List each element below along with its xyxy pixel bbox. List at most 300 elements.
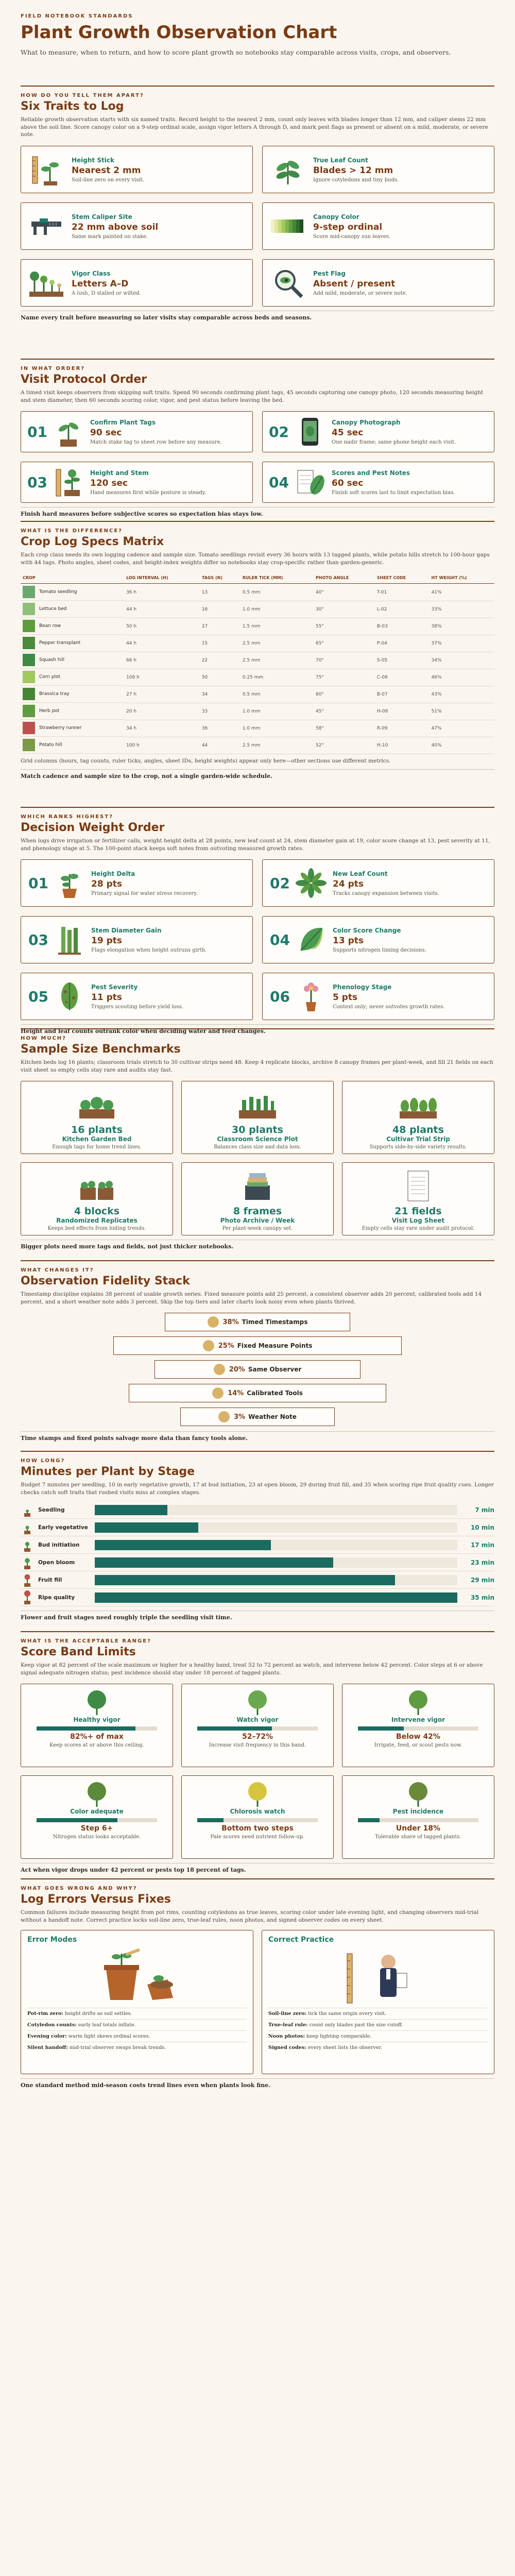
sample-value: 8 frames	[233, 1206, 282, 1217]
crop-thumbnail-icon	[23, 654, 35, 666]
table-cell: 13	[200, 584, 241, 601]
trait-card	[262, 146, 494, 193]
trait-value: Letters A–D	[72, 278, 129, 289]
item-key: Soil-line zero:	[268, 2011, 307, 2017]
decision-number: 04	[270, 931, 290, 948]
crop-thumbnail-icon	[23, 722, 35, 734]
step-note: Match stake tag to sheet row before any measure.	[90, 439, 222, 445]
table-row	[21, 737, 494, 754]
sample-value: 30 plants	[232, 1124, 283, 1136]
error-list	[27, 2008, 247, 2053]
band-value: 52–72%	[242, 1733, 273, 1741]
band-meter-fill	[358, 1818, 380, 1822]
crop-thumbnail-icon	[23, 586, 35, 598]
band-note: Keep scores at or above this ceiling.	[49, 1742, 144, 1749]
crop-cell	[21, 652, 124, 669]
crop-thumbnail-icon	[23, 671, 35, 683]
trait-note: Same mark painted on stake.	[72, 233, 148, 240]
table-cell: 50	[200, 669, 241, 686]
classroom-plot-icon	[237, 1087, 278, 1123]
bands-eyebrow: WHAT IS THE ACCEPTABLE RANGE?	[21, 1638, 151, 1644]
observer-ruler-icon	[327, 1948, 430, 2005]
table-header: CROP	[21, 572, 124, 584]
bar-label: Fruit fill	[38, 1577, 62, 1583]
fidelity-intro: Timestamp discipline explains 38 percent of usable growth series. Fixed measure points add 25 percent, a consistent observer adds 20 percent, calibrated tools add 14 percent, and a short weather note adds 3 percent. Skip the top tiers and later charts look noisy even when plants thrived.	[21, 1291, 482, 1305]
crop-thumbnail-icon	[23, 620, 35, 632]
item-key: Noon photos:	[268, 2033, 305, 2040]
crop-thumbnail-icon	[23, 603, 35, 615]
table-cell: 65°	[314, 635, 375, 652]
step-title: Confirm Plant Tags	[90, 418, 156, 426]
table-cell: 34 h	[124, 720, 200, 737]
item-text: early leaf totals inflate.	[78, 2022, 136, 2028]
sample-title: Visit Log Sheet	[391, 1217, 445, 1225]
table-cell: 0.5 mm	[241, 686, 314, 703]
decision-value: 5 pts	[333, 992, 358, 1003]
sample-title: Kitchen Garden Bed	[62, 1136, 132, 1143]
sample-title: Classroom Science Plot	[217, 1136, 298, 1143]
trait-value: Nearest 2 mm	[72, 165, 141, 176]
stage-plant-icon	[21, 1573, 34, 1587]
specs-title: Crop Log Specs Matrix	[21, 535, 164, 548]
bar-row	[21, 1536, 494, 1554]
sample-title: Photo Archive / Week	[220, 1217, 295, 1225]
sample-value: 21 fields	[394, 1206, 442, 1217]
sample-note: Enough tags for home trend lines.	[52, 1144, 142, 1150]
table-cell: 66 h	[124, 652, 200, 669]
traits-intro: Reliable growth observation starts with six named traits. Record height to the nearest 2 mm, count only leaves with blades longer than 12 mm, and caliper stems 22 mm above the soil line. Score canopy color on a 9-step ordinal scale, assign vigor letters A through D, and mark pest flags as present or absent on a mild, moderate, or severe note.	[21, 116, 488, 138]
crop-cell	[21, 601, 124, 618]
protocol-step	[21, 411, 253, 452]
broken-pot-icon	[85, 1948, 188, 2005]
decision-title: Color Score Change	[333, 926, 401, 934]
band-plant-icon	[242, 1780, 273, 1808]
samples-takeaway: Bigger plots need more tags and fields, not just thicker notebooks.	[21, 1240, 494, 1250]
minutes-intro: Budget 7 minutes per seedling, 10 in early vegetative growth, 17 at bud initiation, 23 at open bloom, 29 during fruit fill, and 35 when scoring ripe fruit quality cues. Longer checks catch soft traits that rushed visits miss at complex stages.	[21, 1482, 494, 1496]
fidelity-takeaway: Time stamps and fixed points salvage more data than fancy tools alone.	[21, 1431, 494, 1442]
sample-card	[342, 1162, 494, 1235]
table-cell: 51%	[430, 703, 494, 720]
list-item	[268, 2030, 488, 2042]
band-meter	[37, 1818, 157, 1822]
bar-label: Ripe quality	[38, 1594, 75, 1601]
item-key: Cotyledon counts:	[27, 2022, 77, 2028]
potted-plant-icon	[54, 867, 85, 899]
protocol-section	[21, 360, 494, 517]
band-value: Step 6+	[80, 1824, 113, 1833]
decision-title: Decision Weight Order	[21, 821, 165, 834]
decision-number: 02	[270, 874, 290, 892]
table-cell: R-09	[375, 720, 430, 737]
band-meter-fill	[358, 1726, 404, 1731]
samples-title: Sample Size Benchmarks	[21, 1043, 181, 1056]
traits-grid	[21, 146, 494, 307]
crop-thumbnail-icon	[23, 705, 35, 717]
trait-note: Soil-line zero on every visit.	[72, 177, 144, 183]
trait-value: Absent / present	[313, 278, 396, 289]
table-cell: 41%	[430, 584, 494, 601]
table-cell: H-10	[375, 737, 430, 754]
table-cell: 47%	[430, 720, 494, 737]
bar-track	[95, 1575, 457, 1585]
decision-note: Tracks canopy expansion between visits.	[333, 890, 439, 896]
minutes-takeaway: Flower and fruit stages need roughly triple the seedling visit time.	[21, 1611, 494, 1621]
crop-name: Herb pot	[39, 708, 60, 714]
band-meter-fill	[37, 1818, 117, 1822]
band-meter-fill	[37, 1726, 135, 1731]
step-number: 02	[269, 423, 289, 440]
table-cell: 37%	[430, 635, 494, 652]
table-cell: 1.0 mm	[241, 703, 314, 720]
table-cell: S-05	[375, 652, 430, 669]
crop-cell	[21, 635, 124, 652]
band-title: Chlorosis watch	[230, 1808, 285, 1816]
traits-section	[21, 87, 494, 354]
minutes-eyebrow: HOW LONG?	[21, 1458, 65, 1464]
decision-eyebrow: WHICH RANKS HIGHEST?	[21, 814, 113, 820]
table-cell: 27 h	[124, 686, 200, 703]
trait-note: Add mild, moderate, or severe note.	[313, 290, 407, 296]
table-cell: 75°	[314, 669, 375, 686]
list-item	[268, 2008, 488, 2019]
bar-track	[95, 1540, 457, 1550]
table-row	[21, 669, 494, 686]
bar-row	[21, 1519, 494, 1536]
decision-takeaway: Height and leaf counts outrank color when deciding water and feed changes.	[21, 1024, 494, 1035]
step-value: 45 sec	[332, 427, 364, 438]
list-item	[27, 2008, 247, 2019]
minutes-bar-chart	[21, 1501, 494, 1606]
table-cell: 58°	[314, 720, 375, 737]
decision-note: Supports nitrogen timing decisions.	[333, 947, 426, 953]
correct-list	[268, 2008, 488, 2053]
band-card	[342, 1775, 494, 1859]
table-cell: C-06	[375, 669, 430, 686]
table-header: PHOTO ANGLE	[314, 572, 375, 584]
table-cell: 70°	[314, 652, 375, 669]
fidelity-tier	[113, 1336, 402, 1355]
sample-card	[181, 1162, 334, 1235]
trial-strip-icon	[398, 1087, 439, 1123]
step-note: Finish soft scores last to limit expectation bias.	[332, 489, 455, 496]
table-cell: 44 h	[124, 601, 200, 618]
decision-number: 03	[28, 931, 48, 948]
fixes-intro: Common failures include measuring height from pot rims, counting cotyledons as true leaves, scoring color under late evening light, and changing observers mid-trial without a handoff note. Correct practice locks soil-line zero, true-leaf rules, noon photos, and signed observer codes on every sheet.	[21, 1909, 479, 1923]
table-cell: 55°	[314, 618, 375, 635]
decision-card	[262, 916, 494, 963]
step-title: Height and Stem	[90, 469, 149, 477]
table-cell: 0.5 mm	[241, 584, 314, 601]
hero-eyebrow: FIELD NOTEBOOK STANDARDS	[21, 13, 133, 19]
item-text: height drifts as soil settles.	[64, 2011, 132, 2017]
crop-name: Strawberry runner	[39, 725, 82, 731]
item-key: Silent handoff:	[27, 2045, 68, 2051]
bar-label: Seedling	[38, 1506, 65, 1513]
correct-practice-panel	[262, 1930, 494, 2074]
sample-value: 48 plants	[392, 1124, 444, 1136]
bar-value: 7 min	[475, 1506, 494, 1514]
specs-table	[21, 572, 494, 754]
trait-card	[21, 202, 253, 250]
table-cell: 34%	[430, 652, 494, 669]
specs-intro: Each crop class needs its own logging cadence and sample size. Tomato seedlings revisit every 36 hours with 13 tagged plants, while potato hills stretch to 100-hour gaps with 44 tags. Photo angles, sheet codes, and height-index weights differ so notebooks stay crop-specific rather than garden-generic.	[21, 552, 490, 566]
bar-value: 23 min	[470, 1558, 494, 1566]
sample-title: Cultivar Trial Strip	[386, 1136, 450, 1143]
crop-name: Corn plot	[39, 674, 61, 680]
fidelity-tier	[165, 1313, 350, 1331]
decision-card	[262, 859, 494, 907]
table-cell: P-04	[375, 635, 430, 652]
decision-note: Context only; never outvotes growth rates.	[333, 1004, 445, 1010]
trait-title: True Leaf Count	[313, 156, 368, 164]
protocol-eyebrow: IN WHAT ORDER?	[21, 366, 85, 371]
flower-stage-icon	[296, 980, 327, 1012]
tier-percent: 38%	[222, 1318, 239, 1326]
step-number: 01	[27, 423, 47, 440]
crop-cell	[21, 720, 124, 737]
sample-card	[181, 1081, 334, 1154]
log-sheet-icon	[398, 1168, 439, 1204]
step-title: Scores and Pest Notes	[332, 469, 410, 477]
band-plant-icon	[403, 1780, 434, 1808]
tier-icon	[212, 1387, 224, 1399]
tier-label: Weather Note	[248, 1413, 297, 1421]
sample-title: Randomized Replicates	[56, 1217, 138, 1225]
correct-practice-title: Correct Practice	[268, 1936, 334, 1944]
table-cell: 44 h	[124, 635, 200, 652]
crop-thumbnail-icon	[23, 637, 35, 649]
traits-eyebrow: HOW DO YOU TELL THEM APART?	[21, 93, 144, 98]
band-meter	[197, 1726, 318, 1731]
trait-note: A lush, D stalled or wilted.	[72, 290, 141, 296]
trait-value: Blades > 12 mm	[313, 165, 393, 176]
table-cell: 43%	[430, 686, 494, 703]
sample-note: Per plant-week canopy set.	[222, 1226, 293, 1232]
stage-plant-icon	[21, 1520, 34, 1535]
item-text: count only blades past the size cutoff.	[309, 2022, 403, 2028]
crop-cell	[21, 618, 124, 635]
table-row	[21, 618, 494, 635]
item-text: every sheet lists the observer.	[307, 2045, 382, 2051]
item-text: mid-trial observer swaps break trends.	[70, 2045, 166, 2051]
table-cell: 36	[200, 720, 241, 737]
protocol-step	[262, 462, 494, 503]
table-cell: 34	[200, 686, 241, 703]
bands-title: Score Band Limits	[21, 1646, 136, 1658]
crop-thumbnail-icon	[23, 688, 35, 700]
tier-icon	[214, 1364, 225, 1375]
tier-label: Calibrated Tools	[247, 1389, 303, 1397]
stage-plant-icon	[21, 1538, 34, 1552]
table-row	[21, 703, 494, 720]
traits-takeaway: Name every trait before measuring so later visits stay comparable across beds and seasons.	[21, 311, 494, 321]
decision-value: 11 pts	[91, 992, 122, 1003]
table-cell: 52°	[314, 737, 375, 754]
table-row	[21, 720, 494, 737]
page-title: Plant Growth Observation Chart	[21, 22, 337, 43]
decision-title: Height Delta	[91, 870, 135, 877]
table-row	[21, 635, 494, 652]
samples-section	[21, 1029, 494, 1256]
bar-label: Bud initiation	[38, 1541, 80, 1548]
decision-section	[21, 808, 494, 1035]
decision-note: Primary signal for water stress recovery.	[91, 890, 198, 896]
table-header: HT WEIGHT (%)	[430, 572, 494, 584]
sample-card	[21, 1081, 173, 1154]
table-cell: 1.0 mm	[241, 601, 314, 618]
band-plant-icon	[81, 1688, 112, 1716]
item-key: Signed codes:	[268, 2045, 306, 2051]
fidelity-tier	[154, 1360, 360, 1379]
tier-percent: 25%	[218, 1342, 234, 1350]
crop-cell	[21, 737, 124, 754]
trait-card	[262, 259, 494, 307]
table-cell: B-07	[375, 686, 430, 703]
leaf-notes-icon	[295, 466, 325, 498]
minutes-title: Minutes per Plant by Stage	[21, 1465, 195, 1478]
bar-value: 17 min	[470, 1541, 494, 1549]
sample-value: 16 plants	[71, 1124, 123, 1136]
fidelity-stack	[21, 1313, 494, 1426]
item-key: True-leaf rule:	[268, 2022, 308, 2028]
band-value: Under 18%	[396, 1824, 441, 1833]
fidelity-title: Observation Fidelity Stack	[21, 1275, 190, 1287]
table-header: RULER TICK (MM)	[241, 572, 314, 584]
band-card	[181, 1684, 334, 1767]
sample-card	[342, 1081, 494, 1154]
bar-value: 29 min	[470, 1576, 494, 1584]
fidelity-tier	[180, 1408, 335, 1426]
crop-name: Bean row	[39, 623, 61, 629]
decision-number: 01	[28, 874, 48, 892]
band-plant-icon	[81, 1780, 112, 1808]
fixes-eyebrow: WHAT GOES WRONG AND WHY?	[21, 1886, 138, 1891]
crop-name: Pepper transplant	[39, 640, 81, 646]
band-meter-fill	[197, 1818, 224, 1822]
replicate-blocks-icon	[76, 1168, 117, 1204]
sample-value: 4 blocks	[74, 1206, 120, 1217]
bands-grid	[21, 1684, 494, 1859]
fidelity-section	[21, 1261, 494, 1447]
band-note: Irrigate, feed, or scout pests now.	[374, 1742, 462, 1749]
trait-title: Pest Flag	[313, 269, 346, 277]
decision-note: Triggers scouting before yield loss.	[91, 1004, 184, 1010]
table-cell: 2.5 mm	[241, 652, 314, 669]
table-cell: H-08	[375, 703, 430, 720]
tier-label: Same Observer	[248, 1366, 302, 1374]
crop-cell	[21, 584, 124, 601]
caliper-icon	[28, 208, 64, 244]
rosette-leaves-icon	[296, 867, 327, 899]
bar-track	[95, 1592, 457, 1603]
table-cell: 50 h	[124, 618, 200, 635]
decision-grid	[21, 859, 494, 1020]
table-cell: 0.25 mm	[241, 669, 314, 686]
trait-title: Canopy Color	[313, 213, 359, 221]
stage-plant-icon	[21, 1503, 34, 1517]
table-cell: 60°	[314, 686, 375, 703]
table-cell: 16	[200, 601, 241, 618]
trait-card	[21, 259, 253, 307]
band-value: Below 42%	[396, 1733, 440, 1741]
decision-intro: When logs drive irrigation or fertilizer calls, weight height delta at 28 points, new leaf count at 24, stem diameter gain at 19, color score change at 13, pest severity at 11, and phenology stage at 5. The 100-point stack keeps soft notes from outvoting measured growth rates.	[21, 838, 490, 852]
bar-value: 35 min	[470, 1594, 494, 1601]
tier-percent: 3%	[234, 1413, 246, 1421]
error-modes-panel	[21, 1930, 253, 2074]
bar-track	[95, 1557, 457, 1568]
crop-name: Squash hill	[39, 657, 65, 663]
table-header: SHEET CODE	[375, 572, 430, 584]
trait-note: Ignore cotyledons and tiny buds.	[313, 177, 399, 183]
list-item	[268, 2019, 488, 2030]
traits-title: Six Traits to Log	[21, 100, 124, 113]
table-row	[21, 652, 494, 669]
table-cell: 2.5 mm	[241, 635, 314, 652]
height-stick-icon	[28, 151, 64, 188]
band-note: Pale scores need nutrient follow-up.	[210, 1834, 305, 1840]
tier-icon	[203, 1340, 214, 1351]
table-cell: L-02	[375, 601, 430, 618]
fidelity-tier	[129, 1384, 386, 1402]
protocol-intro: A timed visit keeps observers from skipping soft traits. Spend 90 seconds confirming plant tags, 45 seconds capturing one canopy photo, 120 seconds measuring height and stem diameter, then 60 seconds scoring color, vigor, and pest status before leaving the bed.	[21, 389, 484, 403]
band-title: Healthy vigor	[73, 1716, 121, 1724]
stage-plant-icon	[21, 1590, 34, 1605]
item-key: Pot-rim zero:	[27, 2011, 63, 2017]
tier-icon	[218, 1411, 230, 1422]
band-meter	[358, 1726, 478, 1731]
decision-card	[21, 973, 253, 1020]
list-item	[27, 2042, 247, 2053]
error-art	[27, 1946, 247, 2008]
table-row	[21, 686, 494, 703]
crop-name: Lettuce bed	[39, 606, 67, 612]
table-row	[21, 584, 494, 601]
decision-title: Phenology Stage	[333, 983, 392, 991]
protocol-title: Visit Protocol Order	[21, 373, 147, 386]
ruler-plant-icon	[53, 466, 84, 498]
step-note: Hand measures first while posture is steady.	[90, 489, 207, 496]
list-item	[27, 2019, 247, 2030]
trait-value: 9-step ordinal	[313, 222, 383, 232]
table-cell: 38%	[430, 618, 494, 635]
band-card	[181, 1775, 334, 1859]
samples-intro: Kitchen beds log 16 plants; classroom trials stretch to 30 cultivar strips need 48. Keep 4 replicate blocks, archive 8 canopy frames per plant-week, and fill 21 fields on each visit sheet so empty cells stay rare and audits stay fast.	[21, 1059, 493, 1073]
fixes-title: Log Errors Versus Fixes	[21, 1893, 171, 1906]
crop-cell	[21, 686, 124, 703]
tier-percent: 14%	[228, 1389, 244, 1397]
magnifier-pest-icon	[270, 265, 306, 301]
trait-card	[21, 146, 253, 193]
table-cell: 40°	[314, 584, 375, 601]
crop-cell	[21, 703, 124, 720]
table-cell: 45°	[314, 703, 375, 720]
table-cell: 1.5 mm	[241, 618, 314, 635]
decision-title: Pest Severity	[91, 983, 138, 991]
bar-mark	[95, 1522, 198, 1533]
band-note: Nitrogen status looks acceptable.	[53, 1834, 141, 1840]
photo-stack-icon	[237, 1168, 278, 1204]
crop-cell	[21, 669, 124, 686]
table-cell: 20 h	[124, 703, 200, 720]
samples-eyebrow: HOW MUCH?	[21, 1036, 66, 1041]
samples-grid	[21, 1081, 494, 1235]
trait-note: Score mid-canopy sun leaves.	[313, 233, 391, 240]
specs-takeaway: Match cadence and sample size to the crop, not a single garden-wide schedule.	[21, 769, 494, 779]
decision-value: 24 pts	[333, 878, 364, 889]
table-cell: 2.5 mm	[241, 737, 314, 754]
bar-mark	[95, 1505, 167, 1515]
sample-note: Empty cells stay rare under audit protocol.	[362, 1226, 475, 1232]
